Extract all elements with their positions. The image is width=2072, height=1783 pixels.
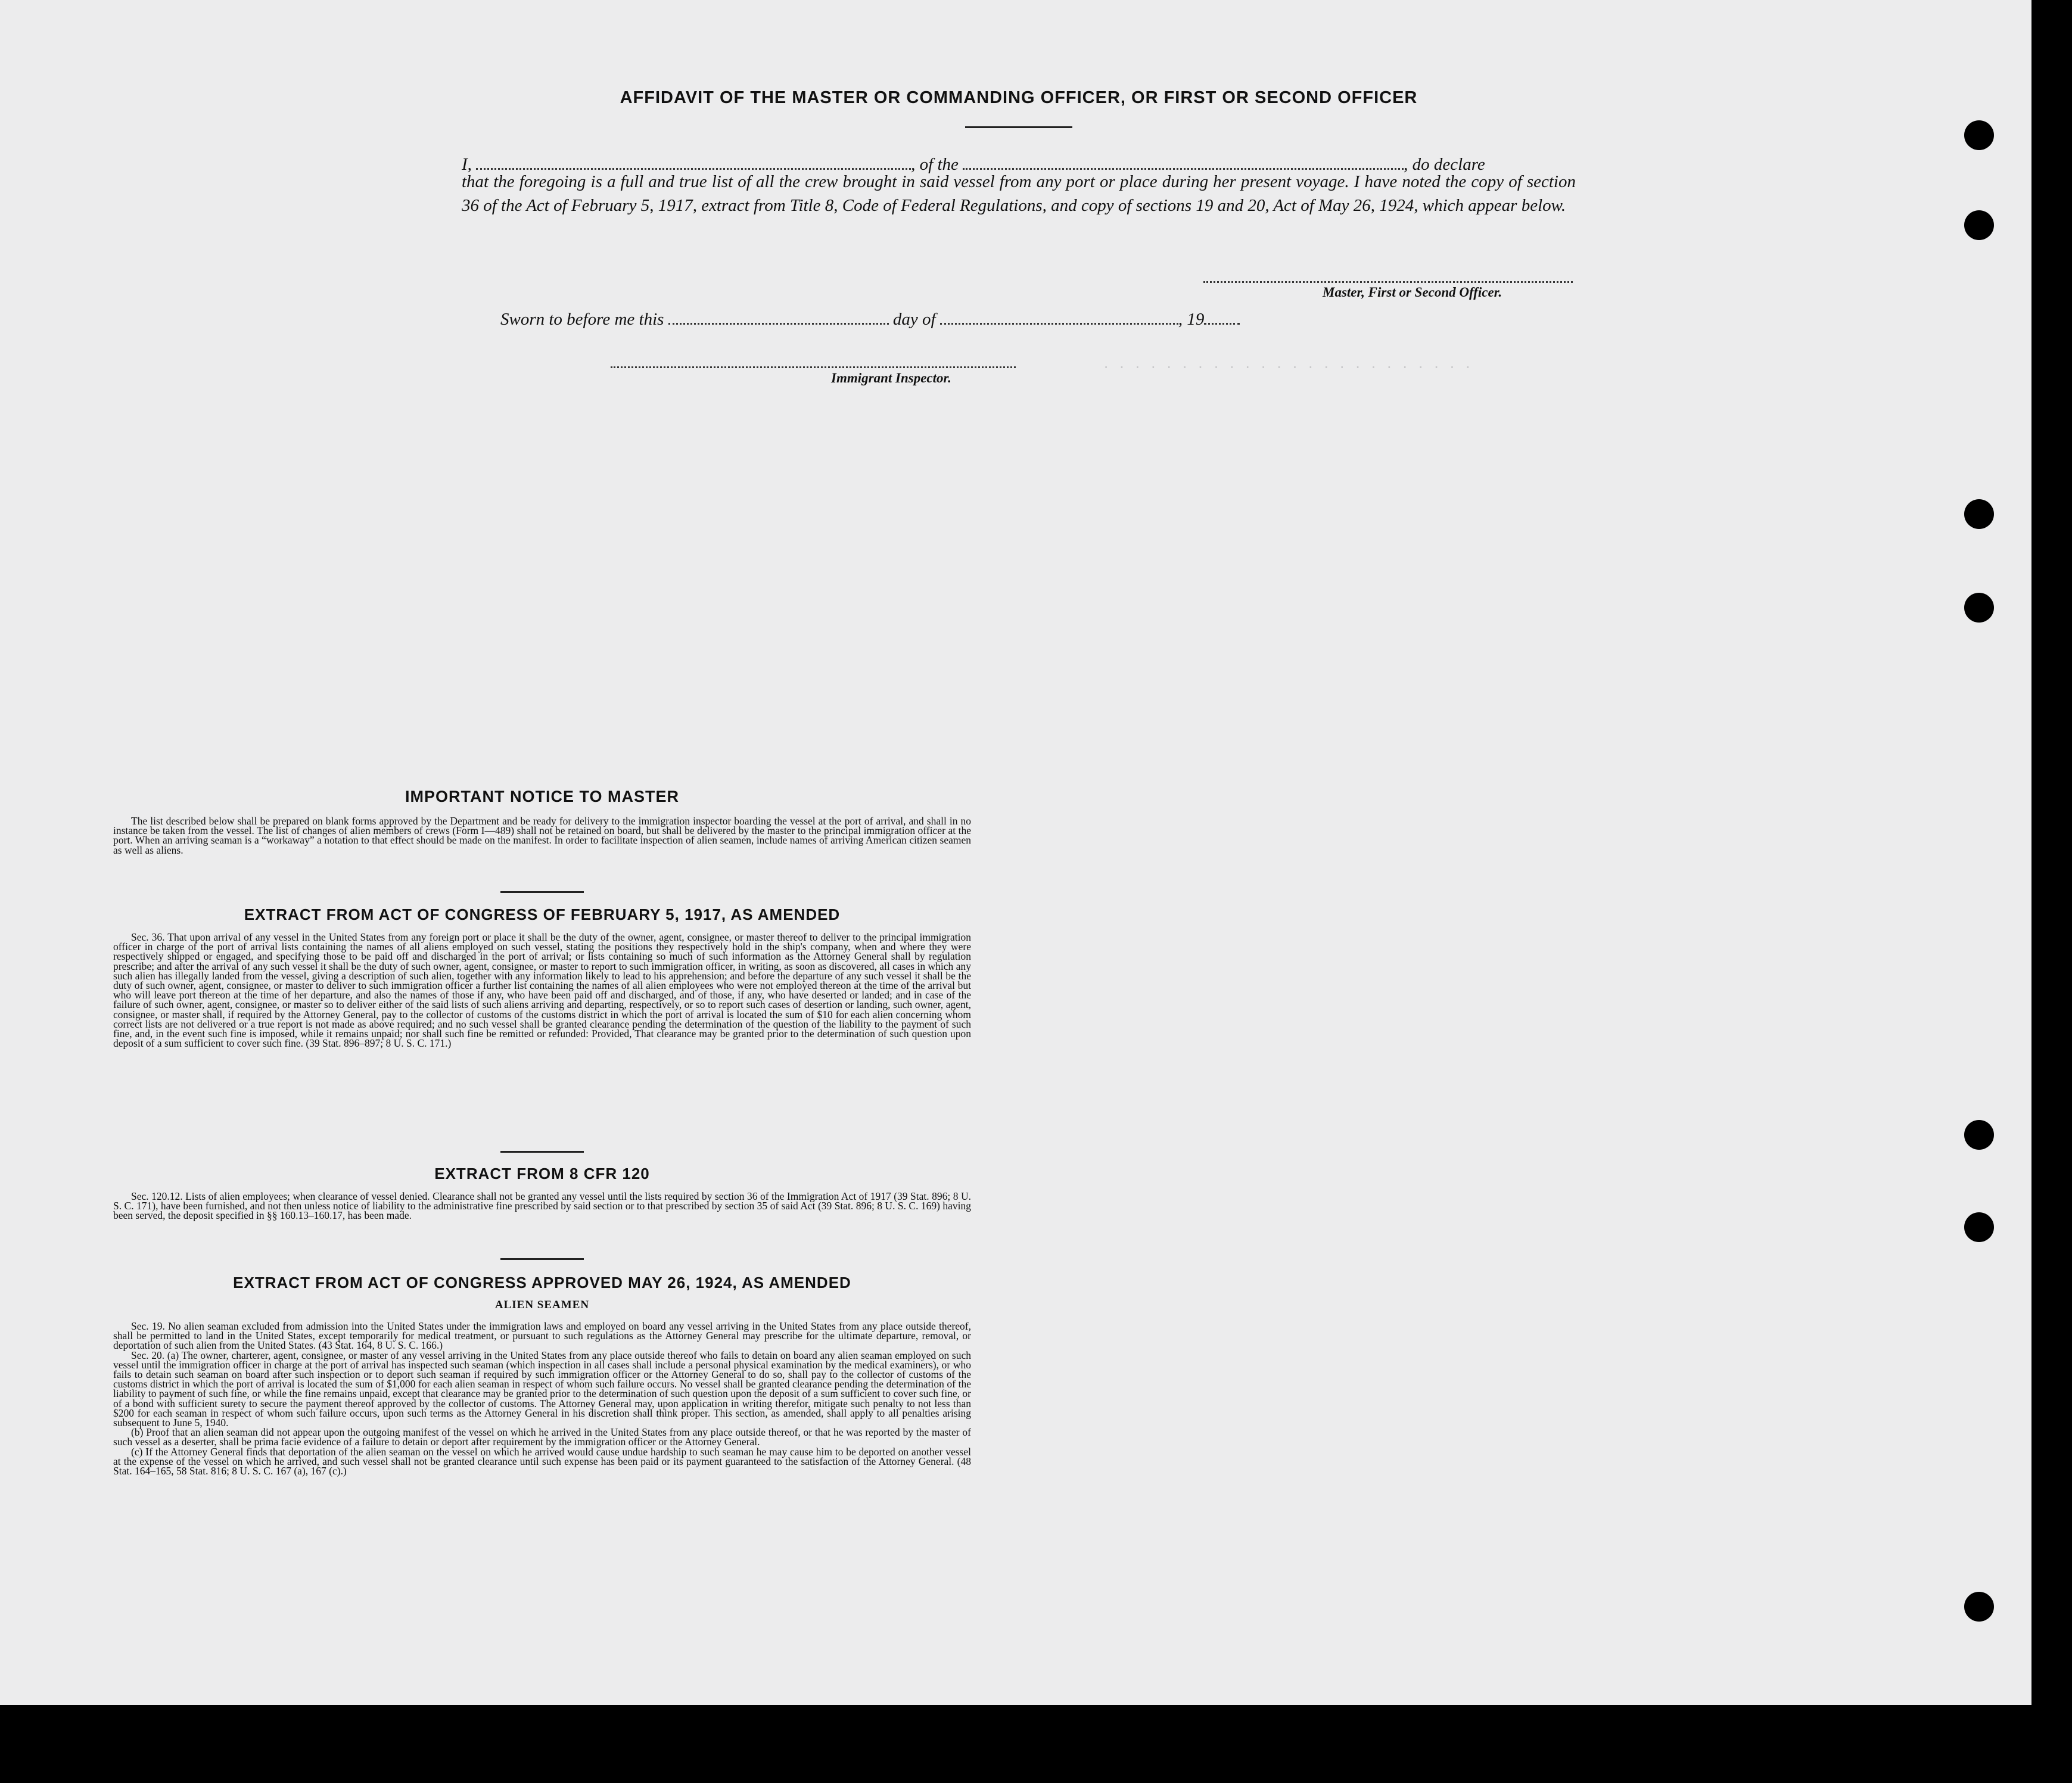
section-divider xyxy=(500,891,584,893)
binder-hole xyxy=(1964,593,1994,623)
master-caption: Master, First or Second Officer. xyxy=(1323,285,1502,300)
name-blank[interactable] xyxy=(476,157,911,170)
affidavit-declaration-text: that the foregoing is a full and true list of all the crew brought in said vessel from any port or place during her present voyage. I have noted the copy of section 36 of the Act of February 5, 1917, extract from Title 8, Code of Federal Regulations, and copy of sections 19 and 20, Act of May 26, 1924, which appear below. xyxy=(462,172,1576,215)
extract-1924-body xyxy=(113,1321,971,1476)
sec-19-paragraph: Sec. 19. No alien seaman excluded from admission into the United States under the immigration laws and employed on board any vessel arriving in the United States from any place outside thereof, shall be permitted to land in the United States, except temporarily for medical treatment, or pursuant to such regulations as the Attorney General may prescribe for the ultimate departure, removal, or deportation of such alien from the United States. (43 Stat. 164, 8 U. S. C. 166.) xyxy=(113,1320,971,1352)
inspector-signature-line[interactable] xyxy=(611,366,1016,368)
binder-hole xyxy=(1964,120,1994,150)
extract-cfr-title: EXTRACT FROM 8 CFR 120 xyxy=(434,1165,650,1183)
affidavit-declare-label: , do declare xyxy=(1404,155,1485,174)
sworn-year-label: , 19 xyxy=(1178,310,1205,329)
affidavit-title: AFFIDAVIT OF THE MASTER OR COMMANDING OFFICER, OR FIRST OR SECOND OFFICER xyxy=(620,88,1418,107)
sworn-year-blank[interactable] xyxy=(1204,312,1240,325)
title-divider xyxy=(965,126,1072,128)
binder-hole xyxy=(1964,210,1994,240)
extract-1917-body xyxy=(113,932,971,1048)
sec-36-paragraph: Sec. 36. That upon arrival of any vessel in the United States from any foreign port or place it shall be the duty of the owner, agent, consignee, or master thereof to deliver to the principal immigration officer in charge of the port of arrival lists containing the names of all aliens employed on such vessel, stating the positions they respectively hold in the ship's company, when and where they were respectively shipped or engaged, and specifying those to be paid off and discharged in the port of arrival; or lists containing so much of such information as the Attorney General shall by regulation prescribe; and after the arrival of any such vessel it shall be the duty of such owner, agent, consignee, or master to report to such immigration officer, in writing, as soon as discovered, all cases in which any such alien has illegally landed from the vessel, giving a description of such alien, together with any information likely to lead to his apprehension; and before the departure of any such vessel it shall be the duty of such owner, agent, consignee, or master to deliver to such immigration officer a further list containing the names of all alien employees who were not employed thereon at the time of the arrival but who will leave port thereon at the time of her departure, and also the names of those if any, who have been paid off and discharged, and of those, if any, who have deserted or landed; and in case of the failure of such owner, agent, consignee, or master so to deliver either of the said lists of such aliens arriving and departing, respectively, or so to report such cases of desertion or landing, such owner, agent, consignee, or master shall, if required by the Attorney General, pay to the collector of customs of the customs district in which the port of arrival is located the sum of $10 for each alien concerning whom correct lists are not delivered or a true report is not made as above required; and no such vessel shall be granted clearance pending the determination of the question of the liability to the payment of such fine, and, in the event such fine is imposed, while it remains unpaid; nor shall such fine be remitted or refunded: Provided, That clearance may be granted prior to the determination of such question upon deposit of a sum sufficient to cover such fine. (39 Stat. 896–897; 8 U. S. C. 171.) xyxy=(113,931,971,1050)
extract-cfr-body xyxy=(113,1191,971,1221)
affidavit-i-label: I, xyxy=(462,155,472,174)
vessel-blank[interactable] xyxy=(963,157,1404,170)
binder-hole xyxy=(1964,1592,1994,1622)
extract-1917-title: EXTRACT FROM ACT OF CONGRESS OF FEBRUARY 5, 1917, AS AMENDED xyxy=(244,905,841,923)
notice-paragraph: The list described below shall be prepared on blank forms approved by the Department and be ready for delivery to the immigration inspector boarding the vessel at the port of arrival, and shall in no instance be taken from the vessel. The list of changes of alien members of crews (Form I—489) shall not be retained on board, but shall be delivered by the master to the principal immigration officer at the port. When an arriving seaman is a “workaway” a notation to that effect should be made on the manifest. In order to facilitate inspection of alien seamen, include names of arriving American citizen seamen as well as aliens. xyxy=(113,815,971,856)
section-divider xyxy=(500,1151,584,1153)
extract-1924-title: EXTRACT FROM ACT OF CONGRESS APPROVED MAY 26, 1924, AS AMENDED xyxy=(233,1274,851,1292)
sworn-line xyxy=(500,310,1240,329)
notice-body xyxy=(113,816,971,855)
sworn-day-blank[interactable] xyxy=(668,312,889,325)
sec-20c-paragraph: (c) If the Attorney General finds that deportation of the alien seaman on the vessel on which he arrived would cause undue hardship to such seaman he may cause him to be deported on another vessel at the expense of the vessel on which he arrived, and such vessel shall not be granted clearance until such expense has been paid or its payment guaranteed to the satisfaction of the Attorney General. (48 Stat. 164–165, 58 Stat. 816; 8 U. S. C. 167 (a), 167 (c).) xyxy=(113,1445,971,1477)
binder-hole xyxy=(1964,1212,1994,1242)
extract-1924-subtitle: ALIEN SEAMEN xyxy=(494,1299,590,1311)
sworn-label: Sworn to before me this xyxy=(500,310,664,329)
sworn-day-label: day of xyxy=(892,310,936,329)
bleed-through-text: . . . . . . . . . . . . . . . . . . . . . . . . xyxy=(1102,357,1472,372)
binder-hole xyxy=(1964,1120,1994,1150)
notice-title: IMPORTANT NOTICE TO MASTER xyxy=(405,788,679,805)
inspector-caption: Immigrant Inspector. xyxy=(831,371,951,385)
sec-120-12-paragraph: Sec. 120.12. Lists of alien employees; when clearance of vessel denied. Clearance shall not be granted any vessel until the lists required by section 36 of the Immigration Act of 1917 (39 Stat. 896; 8 U. S. C. 171), have been furnished, and not then unless notice of liability to the administrative fine prescribed by said section or to that prescribed by section 35 of said Act (39 Stat. 896; 8 U. S. C. 169) having been served, the deposit specified in §§ 160.13–160.17, has been made. xyxy=(113,1190,971,1222)
section-divider xyxy=(500,1258,584,1260)
sec-20b-paragraph: (b) Proof that an alien seaman did not appear upon the outgoing manifest of the vessel on which he arrived in the United States from any place outside thereof, or that he was reported by the master of such vessel as a deserter, shall be prima facie evidence of a failure to detain or deport after requirement by the immigration officer or the Attorney General. xyxy=(113,1426,971,1448)
sec-20a-paragraph: Sec. 20. (a) The owner, charterer, agent, consignee, or master of any vessel arriving in the United States from any place outside thereof who fails to detain on board any alien seaman employed on such vessel until the immigration officer in charge at the port of arrival has inspected such seaman (which inspection in all cases shall include a personal physical examination by the medical examiners), or who fails to detain such seaman on board after such inspection or to deport such seaman if required by such immigration officer or the Attorney General to do so, shall pay to the collector of customs of the customs district in which the port of arrival is located the sum of $1,000 for each alien seaman in respect of whom such failure occurs. No vessel shall be granted clearance pending the determination of the liability to payment of such fine, or while the fine remains unpaid, except that clearance may be granted prior to the determination of such question upon the deposit of a sum sufficient to cover such fine, or of a bond with sufficient surety to secure the payment thereof approved by the collector of customs. The Attorney General may, upon application in writing therefor, mitigate such penalty to not less than $200 for each seaman in respect of whom such failure occurs, upon such terms as the Attorney General in his discretion shall think proper. This section, as amended, shall apply to all penalties arising subsequent to June 5, 1940. xyxy=(113,1349,971,1429)
affidavit-of-label: , of the xyxy=(911,155,959,174)
sworn-month-blank[interactable] xyxy=(940,312,1178,325)
master-signature-line[interactable] xyxy=(1203,281,1573,283)
binder-hole xyxy=(1964,499,1994,529)
